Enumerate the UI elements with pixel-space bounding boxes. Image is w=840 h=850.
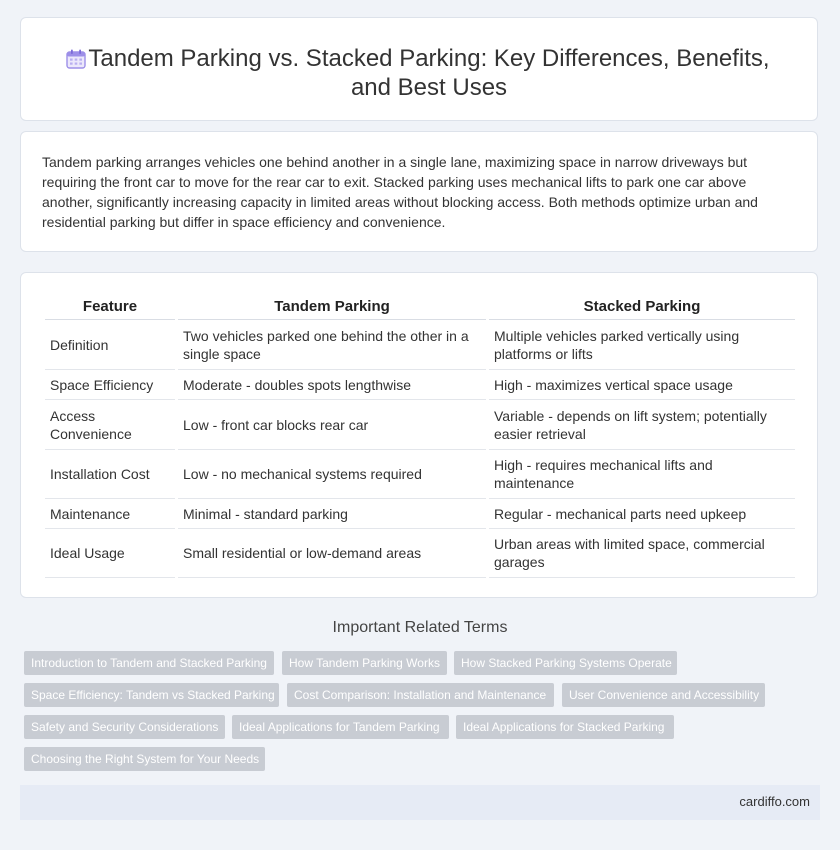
comparison-table — [42, 297, 798, 578]
related-term-tag[interactable]: Introduction to Tandem and Stacked Parking — [24, 651, 274, 675]
footer-bar — [20, 785, 820, 820]
table-cell: Access Convenience — [45, 400, 175, 450]
table-cell: Ideal Usage — [45, 529, 175, 578]
column-header-stacked: Stacked Parking — [489, 297, 795, 320]
intro-paragraph: Tandem parking arranges vehicles one behind another in a single lane, maximizing space in narrow driveways but requiring the front car to move for the rear car to exit. Stacked parking uses mechanical lifts to park one car above another, significantly increasing capacity in limited areas without blocking access. Both methods optimize urban and residential parking but differ in space efficiency and convenience. — [42, 154, 758, 230]
table-row — [45, 499, 795, 529]
related-term-tag[interactable]: Choosing the Right System for Your Needs — [24, 747, 265, 771]
related-term-tag[interactable]: Cost Comparison: Installation and Maintenance — [287, 683, 554, 707]
related-term-tag[interactable]: How Stacked Parking Systems Operate — [454, 651, 677, 675]
comparison-table-card — [20, 272, 818, 598]
table-row — [45, 400, 795, 450]
table-row — [45, 320, 795, 370]
column-header-tandem: Tandem Parking — [178, 297, 486, 320]
calendar-icon — [65, 48, 87, 70]
table-cell: High - requires mechanical lifts and maintenance — [489, 450, 795, 499]
related-term-tag[interactable]: Space Efficiency: Tandem vs Stacked Parking — [24, 683, 279, 707]
table-cell: Low - no mechanical systems required — [178, 450, 486, 499]
related-term-tag[interactable]: User Convenience and Accessibility — [562, 683, 765, 707]
table-cell: Small residential or low-demand areas — [178, 529, 486, 578]
footer-brand[interactable]: cardiffo.com — [739, 794, 810, 809]
table-cell: Minimal - standard parking — [178, 499, 486, 529]
title-wrap — [21, 44, 817, 102]
table-row — [45, 529, 795, 578]
intro-card — [20, 131, 818, 252]
table-row — [45, 450, 795, 499]
table-cell: Maintenance — [45, 499, 175, 529]
table-cell: Multiple vehicles parked vertically using platforms or lifts — [489, 320, 795, 370]
table-cell: Two vehicles parked one behind the other in a single space — [178, 320, 486, 370]
table-cell: Regular - mechanical parts need upkeep — [489, 499, 795, 529]
column-header-feature: Feature — [45, 297, 175, 320]
page-title: Tandem Parking vs. Stacked Parking: Key Differences, Benefits, and Best Uses — [88, 45, 770, 101]
table-cell: Moderate - doubles spots lengthwise — [178, 370, 486, 400]
table-cell: High - maximizes vertical space usage — [489, 370, 795, 400]
table-cell: Space Efficiency — [45, 370, 175, 400]
related-terms-heading: Important Related Terms — [332, 619, 508, 636]
related-term-tag[interactable]: Ideal Applications for Tandem Parking — [232, 715, 449, 739]
table-cell: Low - front car blocks rear car — [178, 400, 486, 450]
related-term-tag[interactable]: How Tandem Parking Works — [282, 651, 447, 675]
table-cell: Installation Cost — [45, 450, 175, 499]
table-cell: Definition — [45, 320, 175, 370]
table-row — [45, 370, 795, 400]
related-term-tag[interactable]: Ideal Applications for Stacked Parking — [456, 715, 674, 739]
table-header-row — [45, 297, 795, 320]
table-cell: Variable - depends on lift system; potentially easier retrieval — [489, 400, 795, 450]
title-card — [20, 17, 818, 121]
related-term-tag[interactable]: Safety and Security Considerations — [24, 715, 225, 739]
table-cell: Urban areas with limited space, commercial garages — [489, 529, 795, 578]
